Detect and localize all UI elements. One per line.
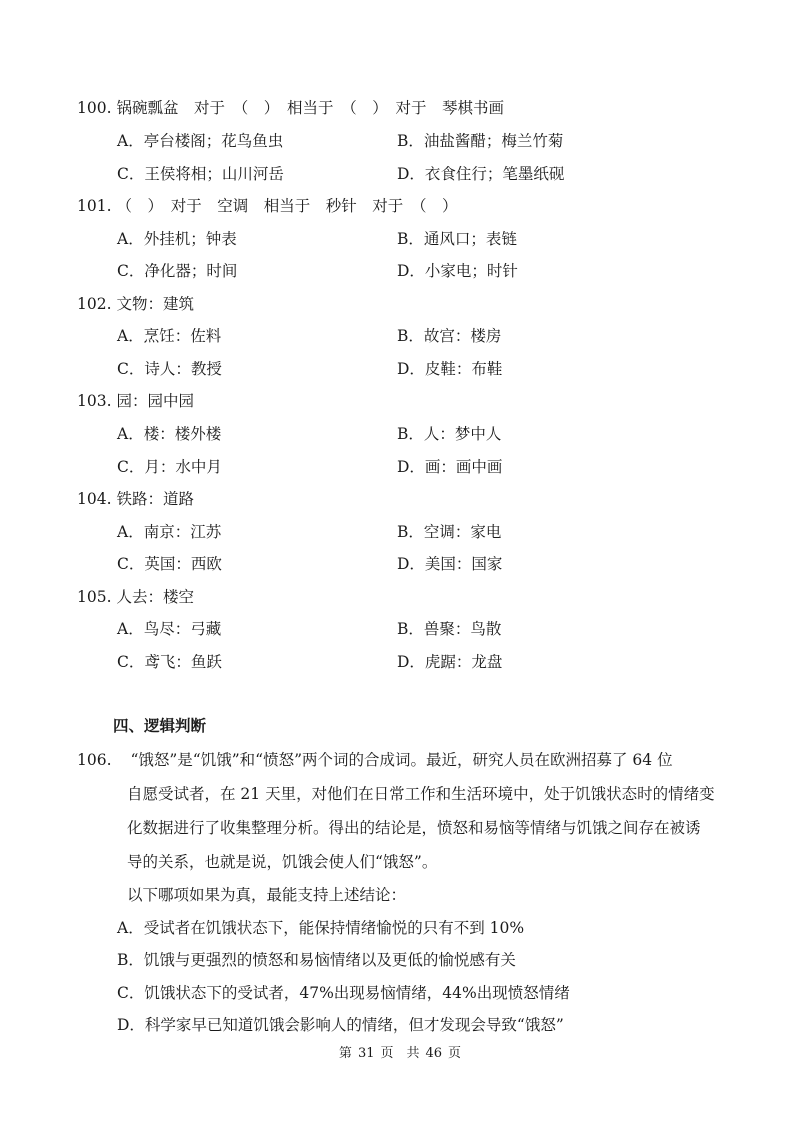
q100-option-a: A．亭台楼阁；花鸟鱼虫 — [117, 132, 284, 150]
footer-prefix: 第 — [338, 1046, 352, 1061]
question-text: 铁路：道路 — [116, 490, 194, 508]
q100-option-b: B．油盐酱醋；梅兰竹菊 — [397, 132, 564, 150]
q100-option-c: C．王侯将相；山川河岳 — [117, 165, 284, 183]
question-text: （ ） 对于 空调 相当于 秒针 对于 （ ） — [116, 197, 458, 215]
page-footer — [0, 1045, 800, 1063]
question-number: 100. — [77, 99, 112, 117]
q103-option-b: B．人：梦中人 — [397, 425, 502, 443]
question-text: 文物：建筑 — [116, 295, 194, 313]
question-text: 锅碗瓢盆 对于 （ ） 相当于 （ ） 对于 琴棋书画 — [116, 99, 504, 117]
q105-option-a: A．鸟尽：弓藏 — [117, 620, 222, 638]
question-text: “饿怒”是“饥饿”和“愤怒”两个词的合成词。最近，研究人员在欧洲招募了 64 位 — [130, 751, 673, 769]
q101-option-c: C．净化器；时间 — [117, 262, 238, 280]
question-text: 园：园中园 — [116, 392, 194, 410]
question-number: 106. — [77, 751, 112, 769]
q103-option-a: A．楼：楼外楼 — [117, 425, 222, 443]
question-106-line-3: 化数据进行了收集整理分析。得出的结论是，愤怒和易恼等情绪与饥饿之间存在被诱 — [127, 819, 701, 837]
q104-option-a: A．南京：江苏 — [117, 523, 222, 541]
q106-option-b: B．饥饿与更强烈的愤怒和易恼情绪以及更低的愉悦感有关 — [117, 951, 516, 969]
question-number: 102. — [77, 295, 112, 313]
question-101-stem — [77, 196, 457, 216]
q104-option-c: C．英国：西欧 — [117, 555, 222, 573]
q105-option-c: C．鸢飞：鱼跃 — [117, 653, 222, 671]
footer-middle: 页 共 — [380, 1046, 420, 1061]
question-103-stem — [77, 391, 194, 411]
question-105-stem — [77, 587, 194, 607]
q105-option-b: B．兽聚：鸟散 — [397, 620, 502, 638]
q103-option-d: D．画：画中画 — [397, 458, 503, 476]
question-106-line-4: 导的关系，也就是说，饥饿会使人们“饿怒”。 — [127, 853, 438, 871]
question-100-stem — [77, 98, 504, 118]
question-102-stem — [77, 294, 194, 314]
q102-option-d: D．皮鞋：布鞋 — [397, 360, 503, 378]
q106-option-a: A．受试者在饥饿状态下，能保持情绪愉悦的只有不到 10% — [117, 919, 525, 937]
q102-option-b: B．故宫：楼房 — [397, 327, 502, 345]
question-106-line-2: 自愿受试者，在 21 天里，对他们在日常工作和生活环境中，处于饥饿状态时的情绪变 — [127, 785, 715, 803]
question-106-stem — [77, 750, 673, 770]
q105-option-d: D．虎踞：龙盘 — [397, 653, 503, 671]
question-106-prompt: 以下哪项如果为真，最能支持上述结论： — [127, 886, 407, 904]
question-number: 104. — [77, 490, 112, 508]
footer-suffix: 页 — [448, 1046, 462, 1061]
q106-option-c: C．饥饿状态下的受试者，47%出现易恼情绪，44%出现愤怒情绪 — [117, 984, 570, 1002]
section-heading: 四、逻辑判断 — [113, 717, 207, 735]
question-number: 103. — [77, 392, 112, 410]
q104-option-b: B．空调：家电 — [397, 523, 502, 541]
q102-option-a: A．烹饪：佐料 — [117, 327, 222, 345]
q106-option-d: D．科学家早已知道饥饿会影响人的情绪，但才发现会导致“饿怒” — [117, 1016, 564, 1034]
q101-option-d: D．小家电；时针 — [397, 262, 518, 280]
footer-page-total: 46 — [425, 1046, 443, 1061]
q104-option-d: D．美国：国家 — [397, 555, 503, 573]
question-number: 105. — [77, 588, 112, 606]
question-number: 101. — [77, 197, 112, 215]
q101-option-b: B．通风口；表链 — [397, 230, 517, 248]
q101-option-a: A．外挂机；钟表 — [117, 230, 237, 248]
question-104-stem — [77, 489, 194, 509]
q103-option-c: C．月：水中月 — [117, 458, 222, 476]
q100-option-d: D．衣食住行；笔墨纸砚 — [397, 165, 565, 183]
q102-option-c: C．诗人：教授 — [117, 360, 222, 378]
question-text: 人去：楼空 — [116, 588, 194, 606]
footer-page-number: 31 — [357, 1046, 375, 1061]
